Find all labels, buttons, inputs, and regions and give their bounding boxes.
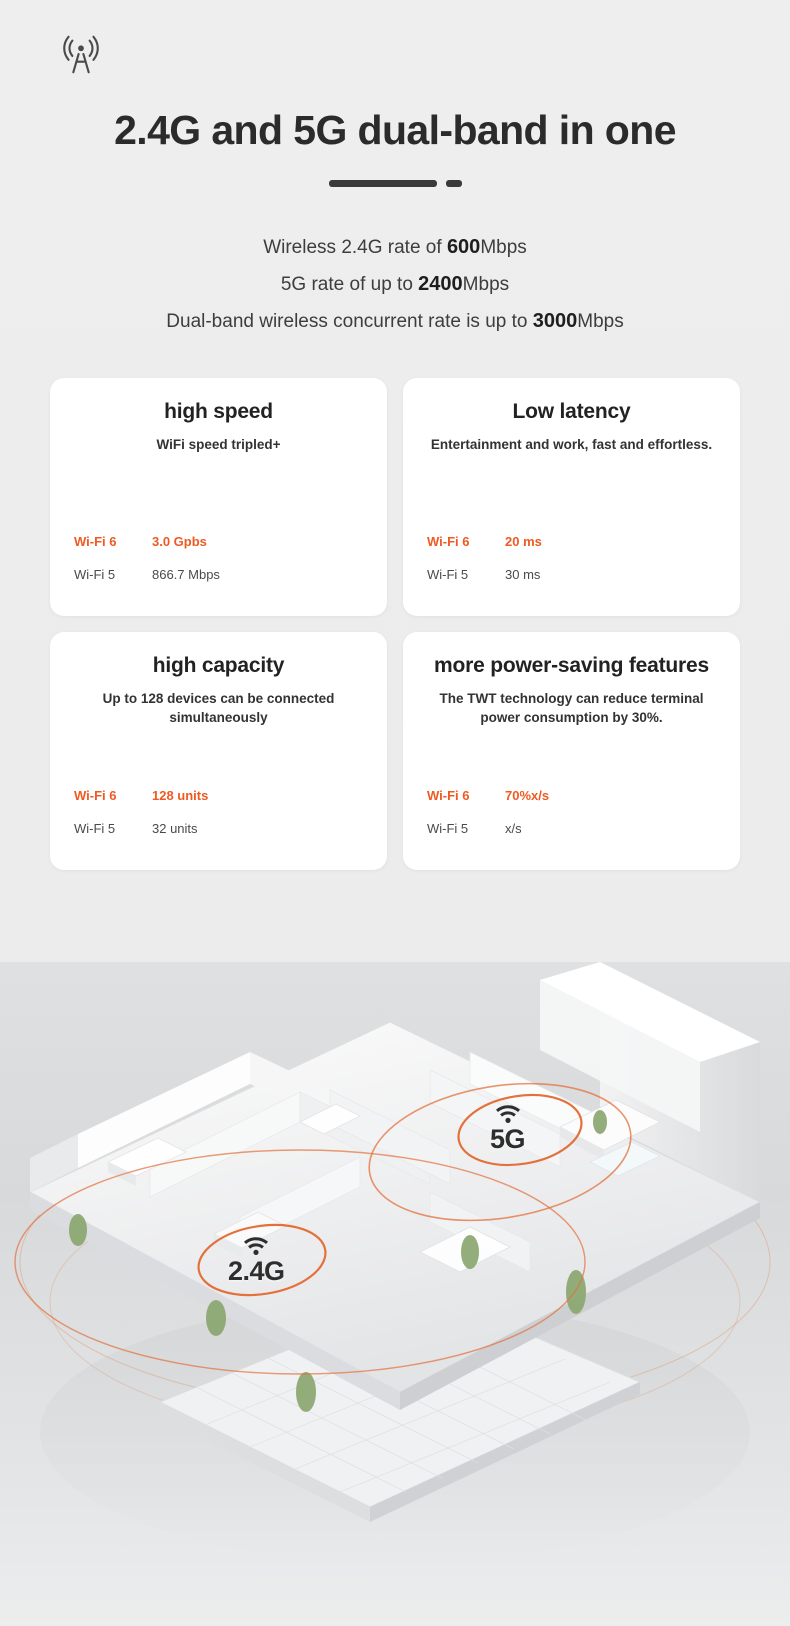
card-title: more power-saving features: [434, 654, 709, 678]
card-subtitle: Entertainment and work, fast and effortless.: [430, 437, 713, 453]
bar-label: Wi-Fi 6: [74, 534, 117, 550]
spec-suffix: Mbps: [480, 237, 527, 259]
bar-value: 32 units: [152, 821, 198, 837]
signal-tower-icon: [58, 32, 104, 78]
spec-list: [0, 229, 790, 340]
comparison-bars: [74, 534, 363, 590]
coverage-tag-label: 2.4G: [228, 1256, 285, 1286]
feature-card-high-speed: [50, 378, 387, 616]
comparison-bars: [427, 788, 716, 844]
bar-label: Wi-Fi 6: [427, 534, 470, 550]
bar-value: 128 units: [152, 788, 209, 804]
spec-prefix: 5G rate of up to: [280, 274, 419, 296]
card-subtitle: WiFi speed tripled+: [156, 437, 281, 453]
bar-row: [427, 821, 716, 836]
spec-suffix: Mbps: [577, 311, 624, 333]
house-coverage-illustration: [0, 962, 790, 1626]
divider-bar-long: [329, 180, 437, 187]
feature-card-grid: [50, 378, 740, 870]
page-title: 2.4G and 5G dual-band in one: [114, 107, 676, 153]
bar-label: Wi-Fi 5: [427, 567, 469, 583]
feature-card-high-capacity: [50, 632, 387, 870]
spec-value: 2400: [418, 273, 463, 296]
coverage-tag-5g: [490, 1102, 525, 1155]
bar-row: [427, 788, 716, 803]
card-subtitle: Up to 128 devices can be connected simultaneously: [102, 691, 335, 725]
bar-row: [427, 534, 716, 549]
bar-value: 20 ms: [505, 534, 542, 550]
bar-value: x/s: [505, 821, 522, 837]
feature-card-low-latency: [403, 378, 740, 616]
card-title: Low latency: [512, 400, 631, 424]
card-title: high speed: [164, 400, 273, 424]
spec-line: [0, 229, 790, 266]
comparison-bars: [74, 788, 363, 844]
bar-row: [74, 821, 363, 836]
spec-value: 600: [446, 236, 481, 259]
bar-row: [74, 534, 363, 549]
hero-section: [0, 0, 790, 340]
bar-row: [427, 567, 716, 582]
bar-row: [74, 788, 363, 803]
bar-label: Wi-Fi 5: [74, 821, 116, 837]
feature-card-power-saving: [403, 632, 740, 870]
coverage-tag-24g: [228, 1234, 285, 1287]
bar-value: 30 ms: [505, 567, 541, 583]
spec-prefix: Dual-band wireless concurrent rate is up to: [166, 311, 533, 333]
spec-suffix: Mbps: [462, 274, 510, 296]
bar-row: [74, 567, 363, 582]
card-title: high capacity: [152, 654, 285, 678]
spec-line: [0, 266, 790, 303]
spec-line: [0, 303, 790, 340]
bar-label: Wi-Fi 5: [427, 821, 469, 837]
bar-value: 866.7 Mbps: [152, 567, 220, 583]
coverage-tag-label: 5G: [490, 1124, 526, 1154]
spec-prefix: Wireless 2.4G rate of: [263, 237, 447, 259]
bar-label: Wi-Fi 6: [427, 788, 470, 804]
bar-label: Wi-Fi 6: [74, 788, 117, 804]
comparison-bars: [427, 534, 716, 590]
card-subtitle: The TWT technology can reduce terminal power consumption by 30%.: [439, 691, 704, 725]
spec-value: 3000: [532, 310, 578, 333]
bar-value: 70%x/s: [505, 788, 550, 804]
wifi-icon: [493, 1102, 523, 1124]
divider-bar-short: [446, 180, 462, 187]
wifi-icon: [241, 1234, 271, 1256]
bar-value: 3.0 Gpbs: [152, 534, 207, 550]
house-scene-svg: [0, 962, 790, 1626]
title-divider: [326, 180, 464, 187]
bar-label: Wi-Fi 5: [74, 567, 116, 583]
